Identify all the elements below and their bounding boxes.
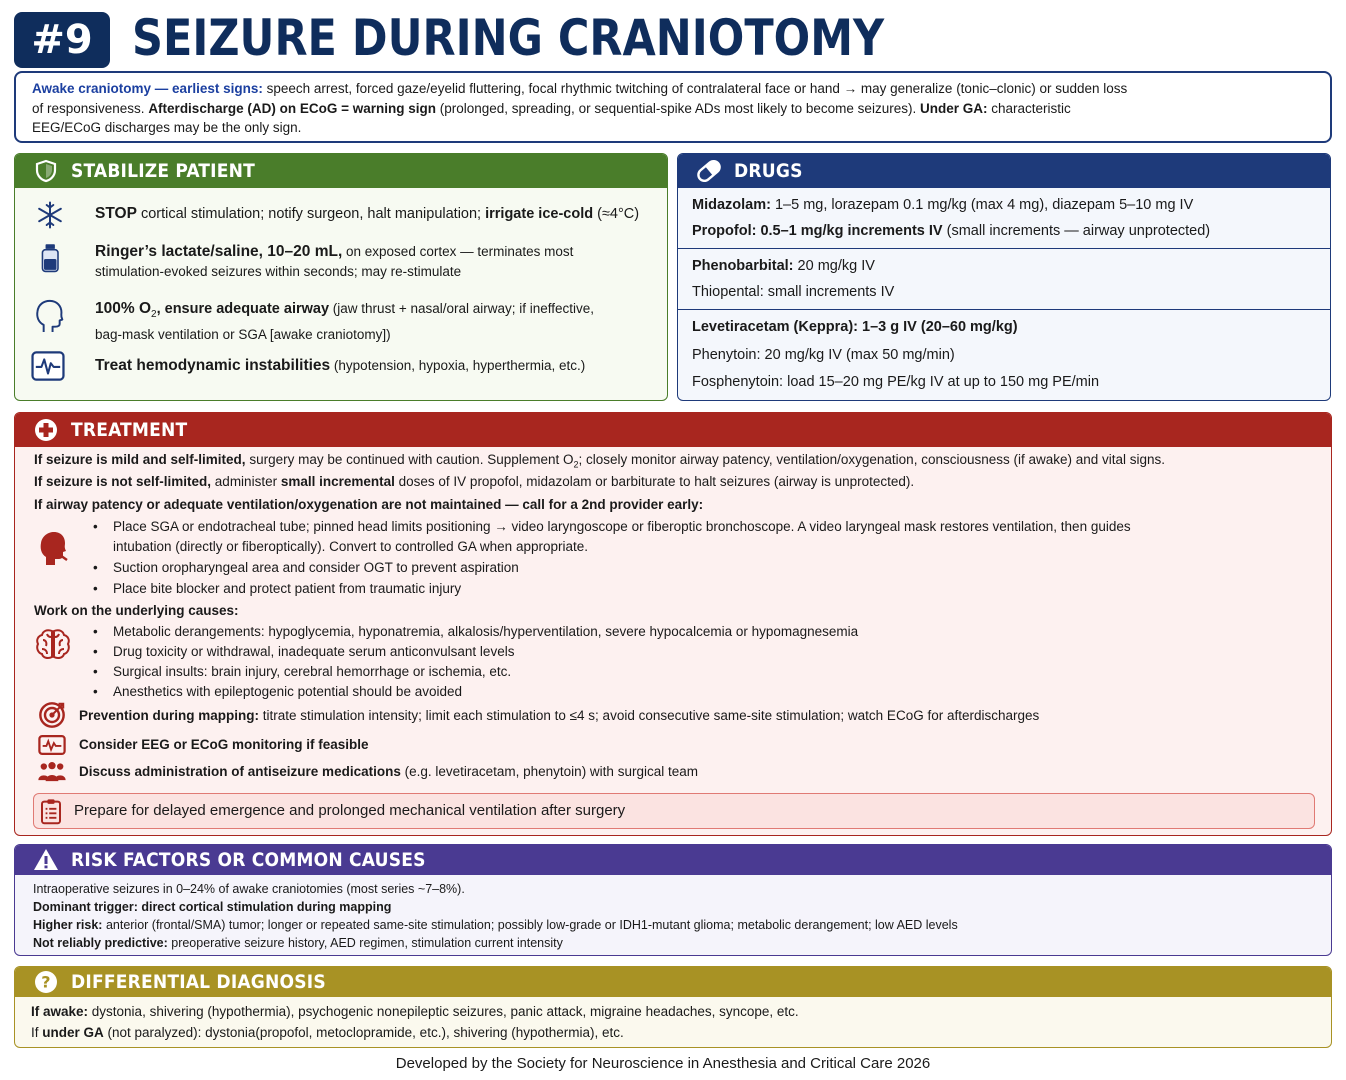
cause-drug-toxicity: • Drug toxicity or withdrawal, inadequate serum anticonvulsant levels <box>113 642 1263 662</box>
aed-block <box>678 310 1330 400</box>
benzo-propofol-block <box>678 188 1330 249</box>
cause-anesthetics: • Anesthetics with epileptogenic potential should be avoided <box>113 682 1263 702</box>
treatment-header: TREATMENT <box>15 413 1331 447</box>
page-title: SEIZURE DURING CRANIOTOMY <box>132 9 885 67</box>
question-icon <box>33 970 59 994</box>
thiopental-line: Thiopental: small increments IV <box>692 284 895 300</box>
bullet-sga: • Place SGA or endotracheal tube; pinned head limits positioning → video laryngoscope or fiberoptic bronchoscope. A video laryngeal mask restores ventilation, then guides intubation (directly or fiberoptically). Convert to controlled GA when appropriate. <box>113 517 1263 557</box>
iv-bottle-icon <box>37 240 65 278</box>
intro-line-1: Awake craniotomy — earliest signs: speech arrest, forced gaze/eyelid fluttering, focal rhythmic twitching of contralateral face or hand → may generalize (tonic–clonic) or sudden loss <box>32 81 1128 96</box>
shield-icon <box>33 159 59 183</box>
risk-not-predictive-line: Not reliably predictive: preoperative seizure history, AED regimen, stimulation current intensity <box>33 936 563 950</box>
propofol-line: Propofol: 0.5–1 mg/kg increments IV (small increments — airway unprotected) <box>692 223 1211 239</box>
warning-icon <box>33 848 59 872</box>
pill-icon <box>696 159 722 183</box>
phenobarbital-line: Phenobarbital: 20 mg/kg IV <box>692 258 875 274</box>
drugs-header: DRUGS <box>678 154 1330 188</box>
prevention-mapping-line: Prevention during mapping: titrate stimulation intensity; limit each stimulation to ≤4 s; avoid consecutive same-site stimulation; watch ECoG for afterdischarges <box>79 708 1040 723</box>
risk-higher-line: Higher risk: anterior (frontal/SMA) tumor; longer or repeated same-site stimulation; possibly low-grade or IDH1-mutant glioma; metabolic derangement; low AED levels <box>33 918 958 932</box>
not-self-limited-line: If seizure is not self-limited, administer small incremental doses of IV propofol, midazolam or barbiturate to halt seizures (airway is unprotected). <box>34 474 915 489</box>
cause-surgical: • Surgical insults: brain injury, cerebral hemorrhage or ischemia, etc. <box>113 662 1263 682</box>
drugs-panel <box>677 153 1331 401</box>
diff-under-ga-line: If under GA (not paralyzed): dystonia(propofol, metoclopramide, etc.), shivering (hypothermia), etc. <box>31 1025 624 1040</box>
brain-icon <box>35 628 71 660</box>
phenytoin-line: Phenytoin: 20 mg/kg IV (max 50 mg/min) <box>692 346 955 363</box>
cause-metabolic: • Metabolic derangements: hypoglycemia, hyponatremia, alkalosis/hyperventilation, severe hypocalcemia or hypomagnesemia <box>113 622 1263 642</box>
intro-line-2: of responsiveness. Afterdischarge (AD) on ECoG = warning sign (prolonged, spreading, or sequential-spike ADs most likely to become seizures). Under GA: characteristic <box>32 100 1071 116</box>
head-profile-icon <box>33 297 65 335</box>
svg-text:?: ? <box>41 972 51 992</box>
eeg-icon <box>38 734 66 756</box>
header <box>14 8 1334 68</box>
mild-seizure-line: If seizure is mild and self-limited, surgery may be continued with caution. Supplement $O_2$; closely monitor airway patency, ventilation/oxygenation, consciousness (if awake) and vital signs. <box>34 452 1166 470</box>
differential-panel <box>14 966 1332 1048</box>
risk-factors-panel <box>14 844 1332 956</box>
fosphenytoin-line: Fosphenytoin: load 15–20 mg PE/kg IV at up to 150 mg PE/min <box>692 374 1100 390</box>
protocol-number-badge: #9 <box>14 12 110 68</box>
intro-box <box>14 71 1332 143</box>
levetiracetam-line: Levetiracetam (Keppra): 1–3 g IV (20–60 mg/kg) <box>692 319 1018 335</box>
risk-header: RISK FACTORS OR COMMON CAUSES <box>15 845 1331 875</box>
plus-circle-icon <box>33 418 59 442</box>
intro-line-3: EEG/ECoG discharges may be the only sign. <box>32 120 302 135</box>
stabilize-panel: STABILIZE PATIENT STOP cortical stimulation; notify surgeon, halt manipulation; irrigate ice-cold (≈4°C) Ringer’s lactate/saline, 10–20 mL, on exposed cortex — terminates most stimulation-evoked seizures within seconds; may re-stimulate 100% $O_2$, ensure adequate airway (jaw thrust + nasal/oral airway; if ineffective, bag-mask ventilation or SGA [awake craniotomy]) Treat hemodynamic instabilities (hypotension, hypoxia, hyperthermia, etc.) <box>14 153 668 401</box>
stabilize-header: STABILIZE PATIENT <box>15 154 667 188</box>
eeg-monitoring-line: Consider EEG or ECoG monitoring if feasible <box>79 737 369 752</box>
monitor-icon <box>31 351 65 381</box>
midazolam-line: Midazolam: 1–5 mg, lorazepam 0.1 mg/kg (max 4 mg), diazepam 5–10 mg IV <box>692 197 1194 213</box>
footer-credit: Developed by the Society for Neuroscience in Anesthesia and Critical Care 2026 <box>395 1055 931 1072</box>
barbiturate-block <box>678 249 1330 310</box>
target-icon <box>38 701 66 729</box>
diff-awake-line: If awake: dystonia, shivering (hypothermia), psychogenic nonepileptic seizures, panic attack, migraine headaches, syncope, etc. <box>31 1004 799 1019</box>
clipboard-icon <box>40 798 62 825</box>
antiseizure-meds-line: Discuss administration of antiseizure medications (e.g. levetiracetam, phenytoin) with surgical team <box>79 764 698 779</box>
differential-header: ? DIFFERENTIAL DIAGNOSIS <box>15 967 1331 997</box>
prepare-emergence-box: Prepare for delayed emergence and prolonged mechanical ventilation after surgery <box>33 793 1315 829</box>
snowflake-icon <box>35 200 65 230</box>
bullet-bite-blocker: • Place bite blocker and protect patient from traumatic injury <box>113 579 1263 599</box>
team-icon <box>37 762 67 782</box>
risk-dominant-trigger-line: Dominant trigger: direct cortical stimulation during mapping <box>33 900 392 914</box>
bullet-suction: • Suction oropharyngeal area and consider OGT to prevent aspiration <box>113 558 1263 578</box>
patient-head-icon <box>37 531 69 567</box>
underlying-causes-line: Work on the underlying causes: <box>34 603 239 618</box>
treatment-panel <box>14 412 1332 836</box>
risk-incidence-line: Intraoperative seizures in 0–24% of awake craniotomies (most series ~7–8%). <box>33 882 465 896</box>
airway-not-maintained-line: If airway patency or adequate ventilation/oxygenation are not maintained — call for a 2nd provider early: <box>34 497 704 512</box>
